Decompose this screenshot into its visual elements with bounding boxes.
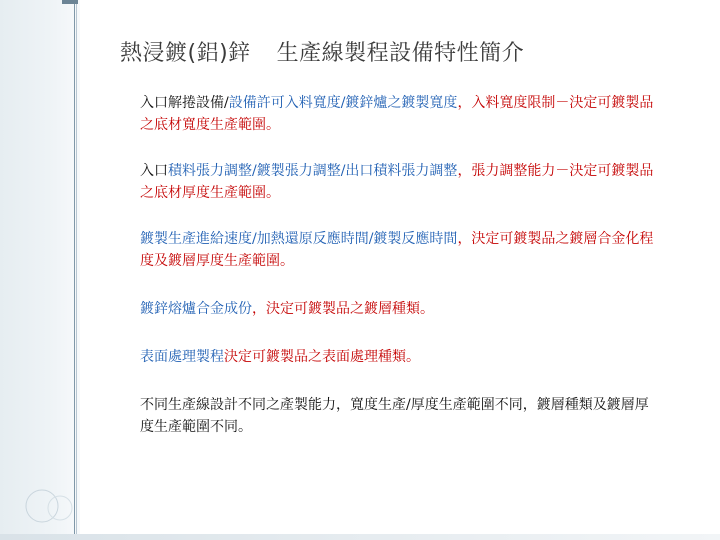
paragraph-segment: 設備許可入料寬度/鍍鋅爐之鍍製寬度	[228, 95, 458, 111]
page-title	[120, 36, 524, 67]
decorative-circles	[20, 486, 84, 526]
paragraph-unwinder	[140, 92, 660, 136]
paragraph-segment: 入口解捲設備/	[140, 95, 229, 111]
paragraph-segment: 決定可鍍製品之表面處理種類。	[224, 349, 420, 365]
left-divider-line	[74, 0, 75, 540]
paragraph-segment: 入口	[140, 163, 168, 179]
title-part-2: 生產線製程設備特性簡介	[276, 41, 525, 66]
paragraph-speed	[140, 228, 660, 272]
paragraph-segment: 積料張力調整/鍍製張力調整/出口積料張力調整	[168, 163, 458, 179]
content-area	[140, 92, 660, 462]
paragraph-alloy	[140, 298, 660, 320]
paragraph-surface-treatment	[140, 346, 660, 368]
paragraph-segment: ，張力調整能力－決定可鍍製品之底材厚度生產範圍。	[140, 163, 654, 201]
paragraph-segment: 鍍製生產進給速度/加熱還原反應時間/鍍製反應時間	[140, 231, 458, 247]
paragraph-segment: ，決定可鍍製品之鍍層種類。	[252, 301, 434, 317]
paragraph-summary	[140, 394, 660, 438]
paragraph-segment: ，入料寬度限制－決定可鍍製品之底材寬度生產範圍。	[140, 95, 654, 133]
paragraph-segment: 表面處理製程	[140, 349, 224, 365]
paragraph-tension	[140, 160, 660, 204]
left-divider-line-inner	[76, 0, 77, 540]
paragraph-segment: 不同生產線設計不同之產製能力，寬度生產/厚度生產範圍不同，鍍層種類及鍍層厚度生產範圍不同。	[140, 397, 649, 435]
left-decorative-band	[0, 0, 80, 540]
top-corner-accent	[62, 0, 78, 4]
bottom-decorative-bar	[0, 534, 720, 540]
paragraph-segment: 鍍鋅熔爐合金成份	[140, 301, 252, 317]
paragraph-segment: ，決定可鍍製品之鍍層合金化程度及鍍層厚度生產範圍。	[140, 231, 654, 269]
title-part-1: 熱浸鍍(鋁)鋅	[120, 41, 251, 66]
